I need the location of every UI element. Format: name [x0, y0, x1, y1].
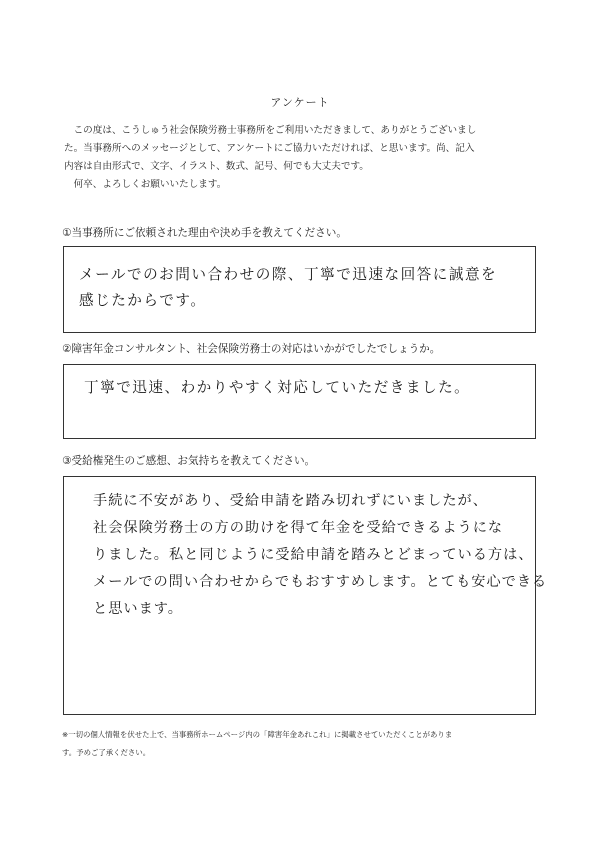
answer-3-line-4: メールでの問い合わせからでもおすすめします。とても安心できる: [93, 574, 548, 590]
question-1-answer: [79, 262, 497, 314]
footnote: [62, 726, 540, 762]
footnote-line-1: ※一切の個人情報を伏せた上で、当事務所ホームページ内の「障害年金あれこれ」に掲載させていただくことがありま: [62, 730, 453, 739]
answer-3-line-1: 手続に不安があり、受給申請を踏み切れずにいましたが、: [93, 493, 488, 509]
intro-line-3: 内容は自由形式で、文字、イラスト、数式、記号、何でも大丈夫です。: [64, 161, 369, 172]
answer-3-line-2: 社会保険労務士の方の助けを得て年金を受給できるようにな: [93, 520, 504, 536]
question-2-label: ②障害年金コンサルタント、社会保険労務士の対応はいかがでしたでしょうか。: [62, 343, 441, 355]
intro-line-2: た。当事務所へのメッセージとして、アンケートにご協力いただければ、と思います。尚、記入: [64, 143, 475, 154]
intro-text: [64, 122, 540, 194]
question-3-answer: [93, 488, 547, 623]
question-3-label: ③受給権発生のご感想、お気持ちを教えてください。: [62, 455, 316, 467]
intro-line-1: この度は、こうしゅう社会保険労務士事務所をご利用いただきまして、ありがとうございまし: [73, 125, 477, 136]
question-2-answer: [84, 376, 470, 400]
intro-line-4: 何卒、よろしくお願いいたします。: [73, 179, 227, 190]
survey-title: アンケート: [270, 96, 330, 109]
answer-1-line-1: メールでのお問い合わせの際、丁寧で迅速な回答に誠意を: [79, 266, 498, 283]
question-1-label: ①当事務所にご依頼された理由や決め手を教えてください。: [62, 227, 347, 239]
answer-3-line-5: と思います。: [93, 601, 183, 617]
answer-2-line-1: 丁寧で迅速、わかりやすく対応していただきました。: [84, 379, 471, 396]
footnote-line-2: す。予めご了承ください。: [62, 748, 151, 757]
answer-3-line-3: りました。私と同じように受給申請を踏みとどまっている方は、: [93, 547, 534, 563]
answer-1-line-2: 感じたからです。: [79, 292, 207, 309]
